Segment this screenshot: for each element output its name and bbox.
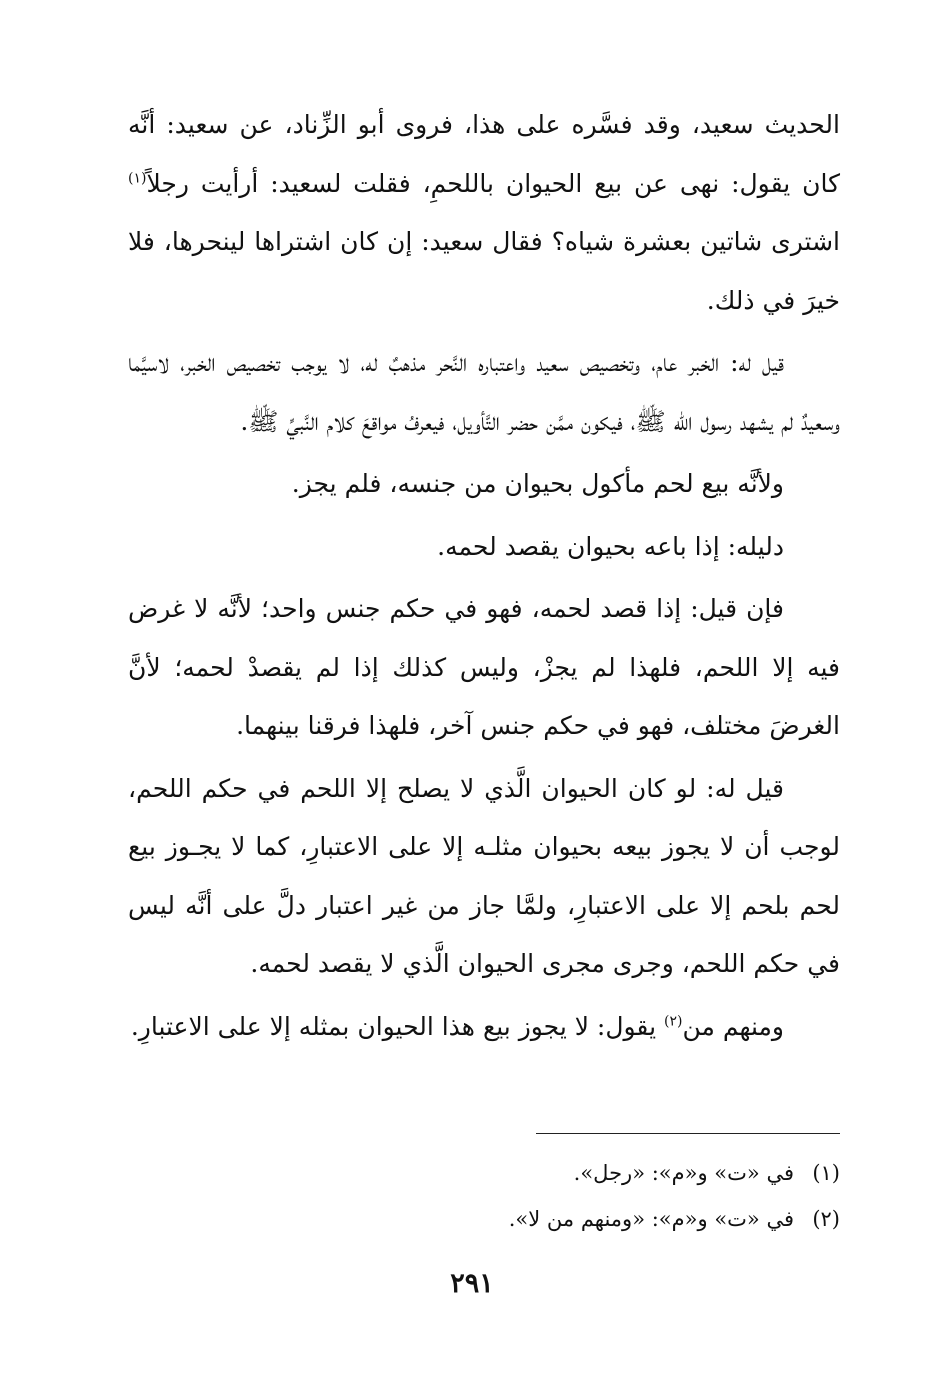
page-number: ٢٩١: [450, 1268, 494, 1299]
paragraph-7-text-a: ومنهم من: [682, 1011, 784, 1041]
footnote-1: [300, 1150, 840, 1196]
paragraph-6-text: قيل له: لو كان الحيوان الَّذي لا يصلح إلا اللحم في حكم اللحم، لوجب أن لا يجوز بيعه بحيوان مثلـه إلا على الاعتبارِ، كما لا يجـوز بيع لحم بلحم إلا على الاعتبارِ، ولمَّا جاز من غير اعتبار دلَّ على أنَّه ليس في حكم اللحم، وجرى مجرى الحيوان الَّذي لا يقصد لحمه.: [128, 773, 840, 978]
footnote-2-text: في «ت» و«م»: «ومنهم من لا».: [508, 1207, 794, 1231]
paragraph-5: [128, 580, 840, 756]
paragraph-2: [128, 334, 840, 451]
paragraph-3: [128, 455, 840, 514]
paragraph-4-text: دليله: إذا باعه بحيوان يقصد لحمه.: [437, 531, 784, 561]
footnote-separator: [536, 1133, 840, 1134]
paragraph-1-text-a: الحديث سعيد، وقد فسَّره على هذا، فروى أبو الزِّناد، عن سعيد: أنَّه كان يقول: نهى عن بيع الحيوان باللحمِ، فقلت لسعيد: أرأيت رجلاً: [128, 110, 840, 198]
footnote-2: [300, 1196, 840, 1242]
paragraph-5-text: فإن قيل: إذا قصد لحمه، فهو في حكم جنس واحد؛ لأنَّه لا غرض فيه إلا اللحم، فلهذا لم يجزْ، وليس كذلك إذا لم يقصدْ لحمه؛ لأنَّ الغرضَ مختلف، فهو في حكم جنس آخر، فلهذا فرقنا بينهما.: [128, 594, 840, 740]
paragraph-7: [128, 998, 840, 1057]
footnote-ref-2: (٢): [663, 1013, 683, 1030]
footnote-1-number: (١): [812, 1161, 840, 1185]
paragraph-3-text: ولأنَّه بيع لحم مأكول بحيوان من جنسه، فلم يجز.: [291, 469, 784, 498]
paragraph-2-text: قيل له: الخبر عام، وتخصيص سعيد واعتباره النَّحر مذهبٌ له، لا يوجب تخصيص الخبر، لاسيَّما وسعيدٌ لم يشهد رسول الله ﷺ، فيكون ممَّن حضر التَّأويل، فيعرفُ مواقعَ كلام النَّبيِّ ﷺ.: [128, 348, 840, 436]
footnotes: [300, 1150, 840, 1242]
footnote-ref-1: (١): [128, 170, 147, 187]
paragraph-7-text-b: يقول: لا يجوز بيع هذا الحيوان بمثله إلا على الاعتبارِ.: [130, 1011, 664, 1041]
paragraph-1: [128, 96, 840, 330]
paragraph-4: [128, 518, 840, 577]
footnote-1-text: في «ت» و«م»: «رجل».: [573, 1161, 794, 1185]
paragraph-1-text-b: اشترى شاتين بعشرة شياه؟ فقال سعيد: إن كان اشتراها لينحرها، فلا خيرَ في ذلك.: [128, 227, 840, 315]
footnote-2-number: (٢): [812, 1207, 840, 1231]
paragraph-6: [128, 760, 840, 994]
main-text: [128, 96, 840, 1056]
